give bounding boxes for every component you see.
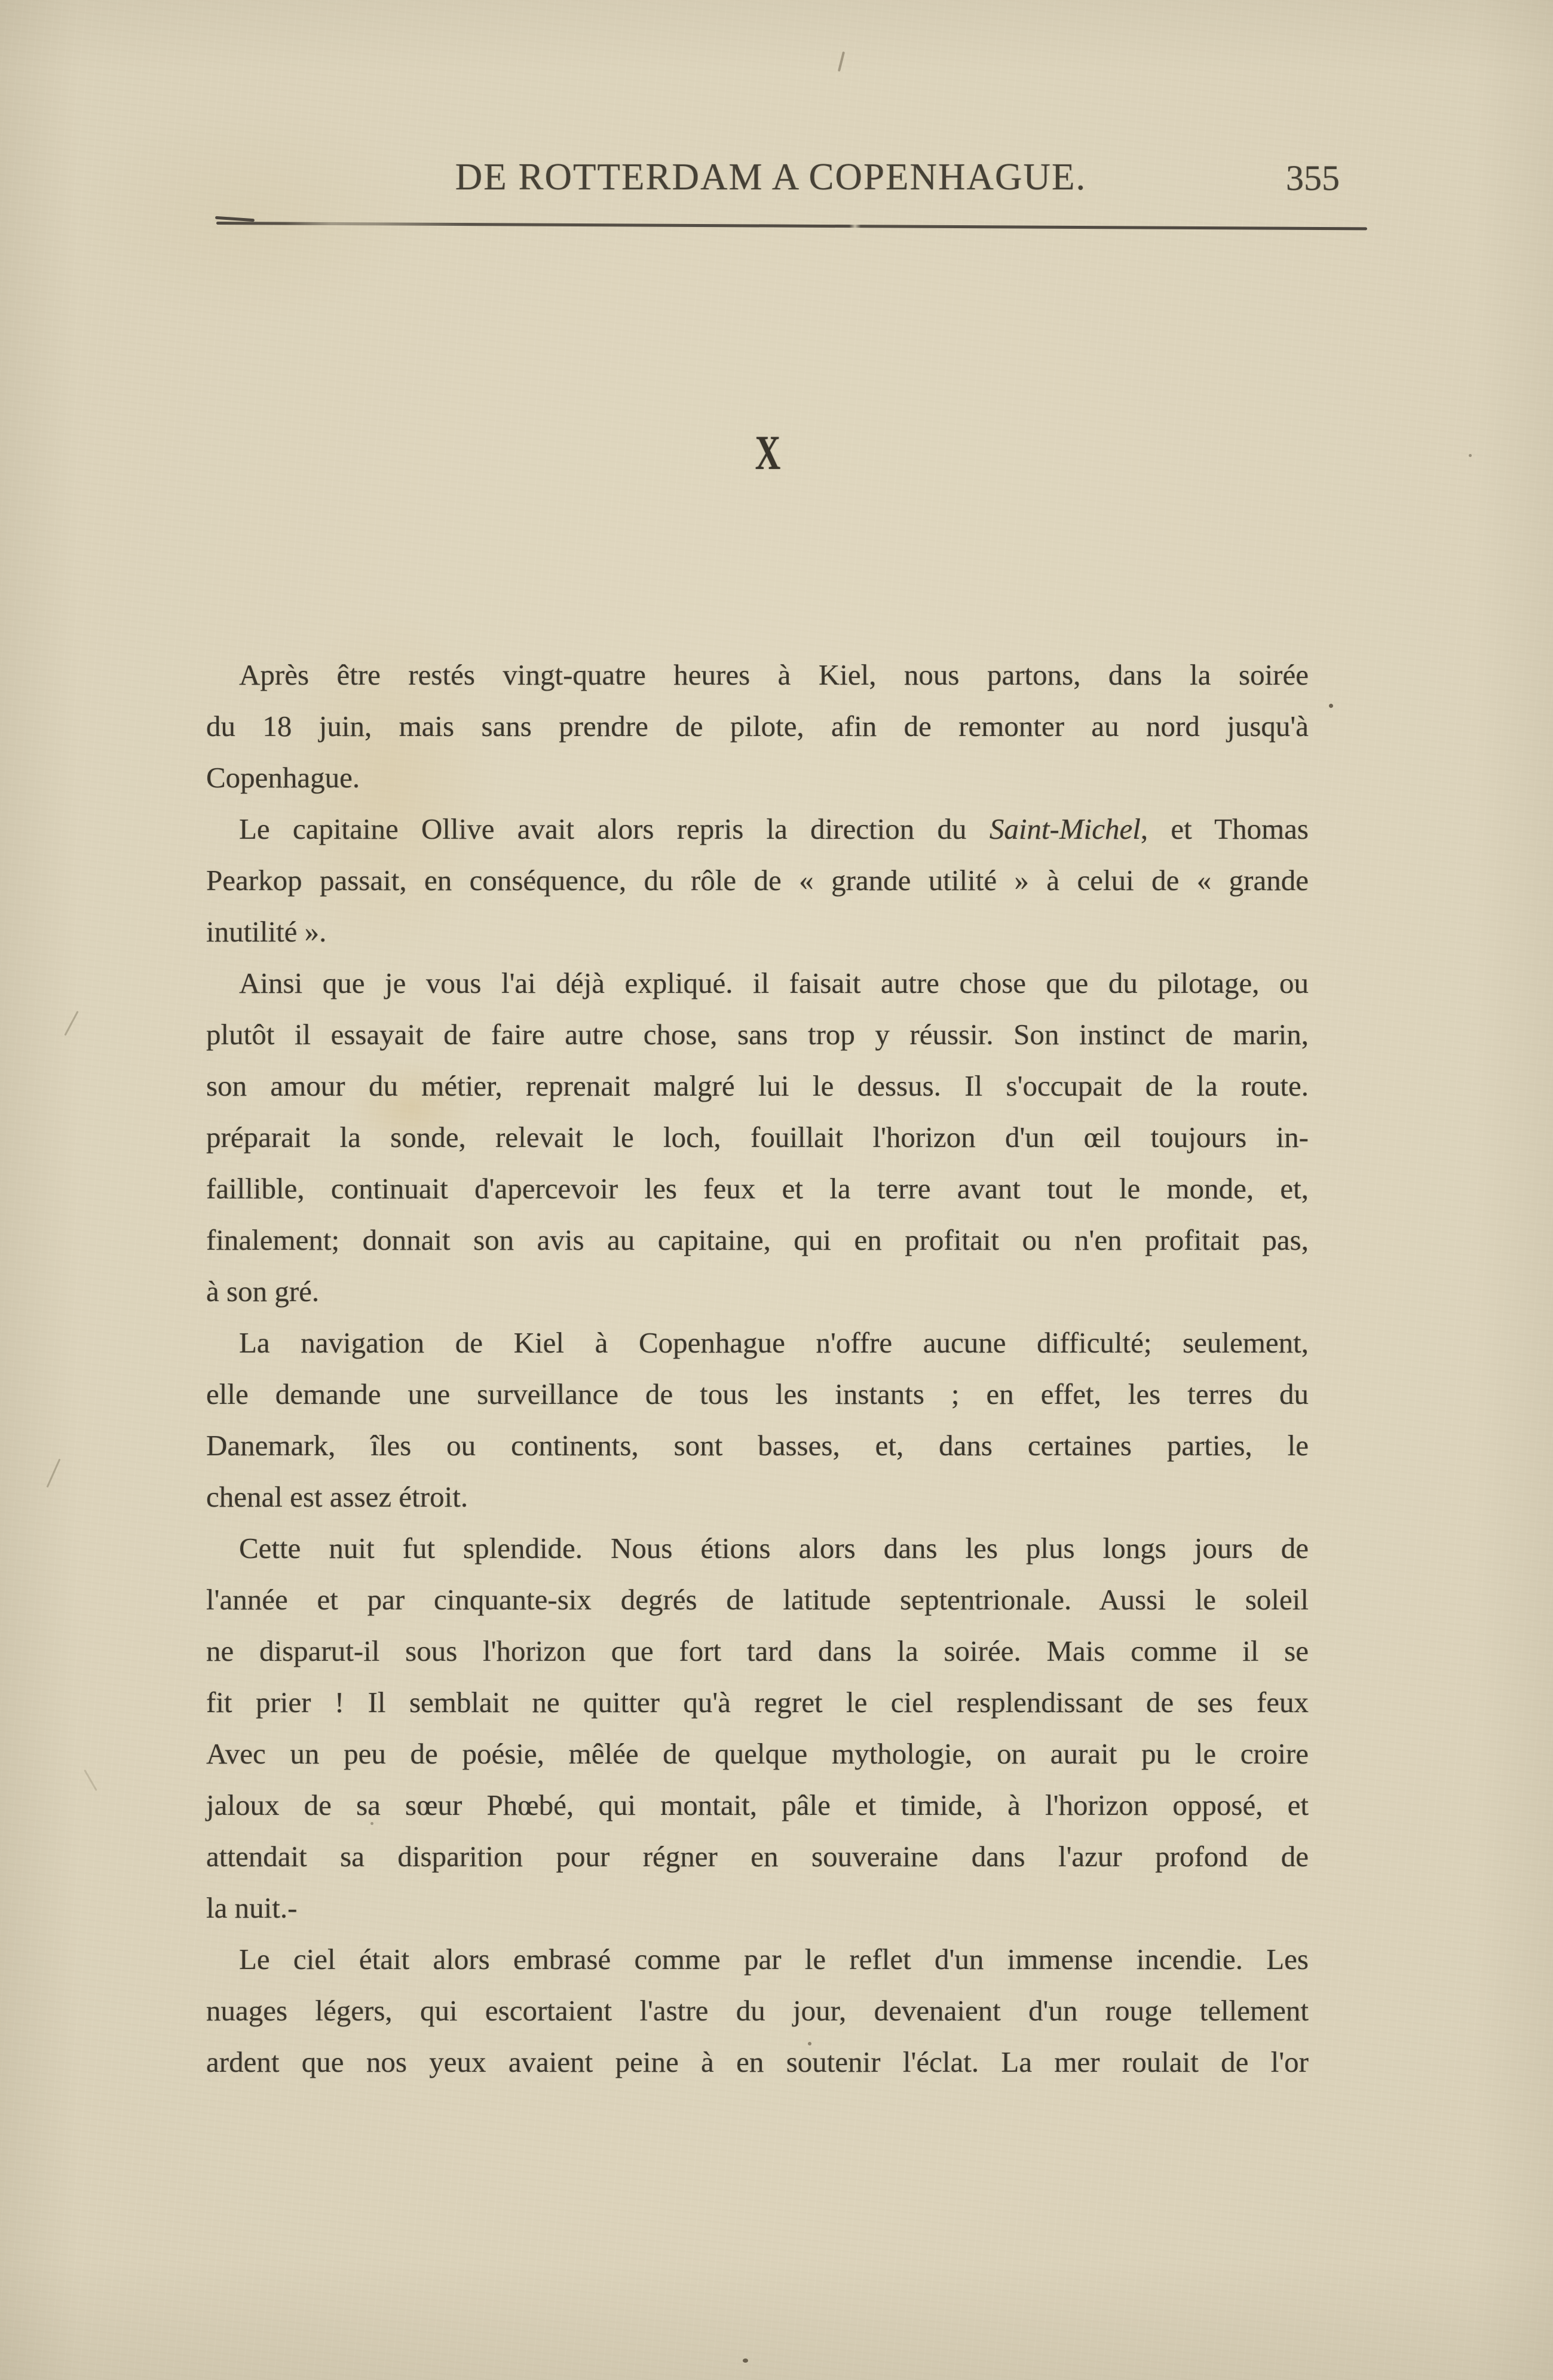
paper-speck — [1329, 704, 1333, 708]
text-line: Ainsi que je vous l'ai déjà expliqué. il faisait autre chose que du pilotage, ou — [239, 967, 1309, 999]
text-line: préparait la sonde, relevait le loch, fouillait l'horizon d'un œil toujours in- — [206, 1121, 1309, 1154]
text-line: fit prier ! Il semblait ne quitter qu'à regret le ciel resplendissant de ses feux — [206, 1686, 1309, 1719]
ship-name-italic: Saint-Michel — [989, 812, 1141, 845]
text-line: chenal est assez étroit. — [206, 1480, 468, 1513]
paper-speck — [370, 1822, 373, 1825]
text-line: ne disparut-il sous l'horizon que fort tard dans la soirée. Mais comme il se — [206, 1634, 1309, 1667]
running-title: DE ROTTERDAM A COPENHAGUE. — [455, 156, 1087, 198]
header-rule-nub — [215, 216, 255, 222]
text-line: à son gré. — [206, 1275, 320, 1308]
chapter-number: X — [755, 425, 781, 480]
text-line: Copenhague. — [206, 761, 360, 794]
paper-fiber-mark — [47, 1459, 61, 1488]
text-line: Cette nuit fut splendide. Nous étions alors dans les plus longs jours de — [239, 1532, 1309, 1565]
text-line: inutilité ». — [206, 915, 327, 948]
paper-speck — [1469, 454, 1472, 457]
text-line: attendait sa disparition pour régner en souveraine dans l'azur profond de — [206, 1840, 1309, 1873]
text-line: l'année et par cinquante-six degrés de latitude septentrionale. Aussi le soleil — [206, 1583, 1309, 1616]
text-line: Avec un peu de poésie, mêlée de quelque mythologie, on aurait pu le croire — [206, 1737, 1309, 1770]
header-rule — [216, 222, 1367, 230]
text-line: finalement; donnait son avis au capitaine, qui en profitait ou n'en profitait pas, — [206, 1223, 1309, 1256]
text-line: Après être restés vingt-quatre heures à Kiel, nous partons, dans la soirée — [239, 658, 1309, 691]
text-line — [206, 803, 1309, 855]
paper-fiber-mark — [84, 1769, 97, 1791]
paper-fiber-mark — [64, 1011, 78, 1036]
text-line: La navigation de Kiel à Copenhague n'offre aucune difficulté; seulement, — [239, 1326, 1309, 1359]
text-line: nuages légers, qui escortaient l'astre du jour, devenaient d'un rouge tellement — [206, 1994, 1309, 2027]
text-line: du 18 juin, mais sans prendre de pilote, afin de remonter au nord jusqu'à — [206, 710, 1309, 743]
text-line: Danemark, îles ou continents, sont basses, et, dans certaines parties, le — [206, 1429, 1309, 1462]
text-line: jaloux de sa sœur Phœbé, qui montait, pâle et timide, à l'horizon opposé, et — [206, 1789, 1309, 1821]
paper-fiber-mark — [838, 51, 845, 72]
line-segment: , et Thomas — [1140, 812, 1309, 845]
text-line: son amour du métier, reprenait malgré lui le dessus. Il s'occupait de la route. — [206, 1069, 1309, 1102]
page-number: 355 — [1286, 158, 1340, 198]
text-line: Le ciel était alors embrasé comme par le reflet d'un immense incendie. Les — [239, 1943, 1309, 1976]
text-line: elle demande une surveillance de tous les instants ; en effet, les terres du — [206, 1378, 1309, 1410]
paper-speck — [743, 2358, 748, 2363]
text-line: faillible, continuait d'apercevoir les feux et la terre avant tout le monde, et, — [206, 1172, 1309, 1205]
line-segment: Le capitaine Ollive avait alors repris la direction du — [239, 812, 990, 845]
text-line: Pearkop passait, en conséquence, du rôle de « grande utilité » à celui de « grande — [206, 864, 1309, 897]
text-line: la nuit.- — [206, 1891, 298, 1924]
paper-speck — [808, 2042, 811, 2045]
text-line: plutôt il essayait de faire autre chose, sans trop y réussir. Son instinct de marin, — [206, 1018, 1309, 1051]
text-line: ardent que nos yeux avaient peine à en soutenir l'éclat. La mer roulait de l'or — [206, 2045, 1309, 2078]
body-text — [206, 649, 1309, 2088]
